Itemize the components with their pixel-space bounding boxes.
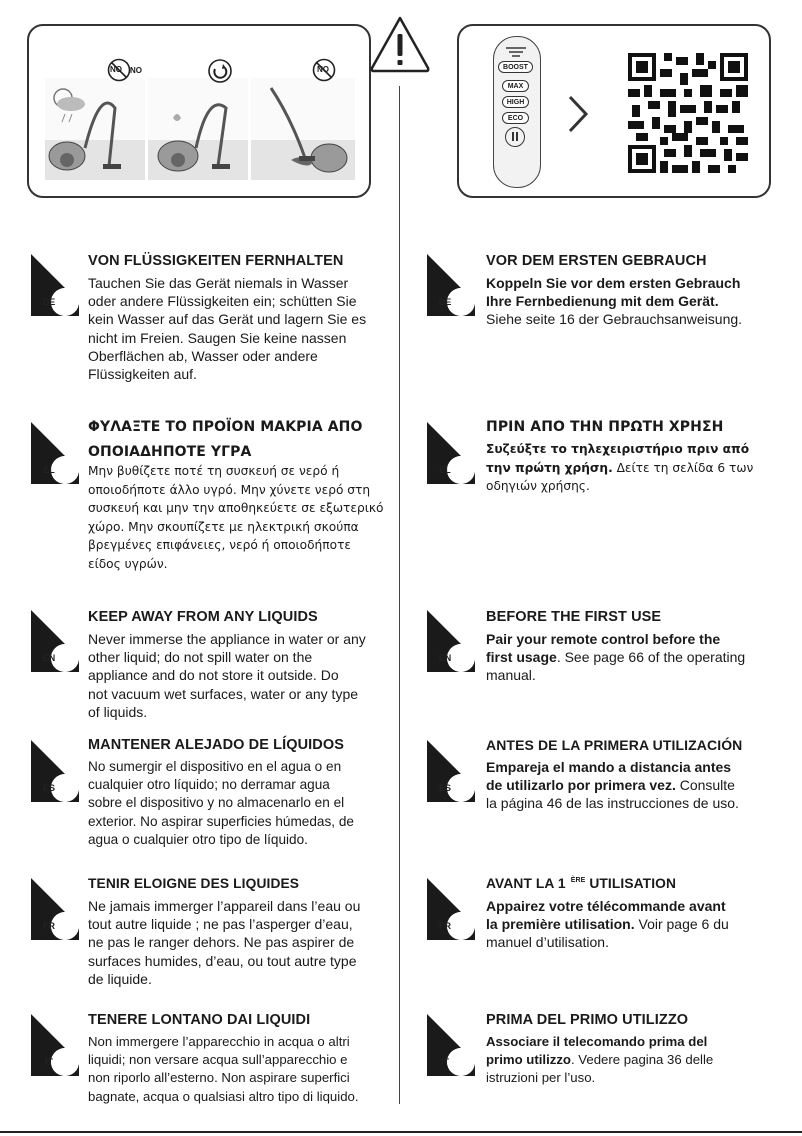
no-label: NO [110, 65, 122, 74]
section-body: Non immergere l’apparecchio in acqua o altri liquidi; non versare acqua sull’apparecchio e non riporlo all’esterno. Non aspirare superfici bagnate, acqua o qualsiasi altro tipo di liquido. [88, 1034, 359, 1104]
language-code: FR [439, 921, 451, 931]
page-bottom-rule [0, 1131, 802, 1133]
section-body: Συζεύξτε το τηλεχειριστήριο πριν από την πρώτη χρήση. Δείτε τη σελίδα 6 των οδηγιών χρήσης. [486, 442, 754, 494]
section-title: TENIR ELOIGNE DES LIQUIDES [88, 876, 300, 891]
vacuum-spill-illustration [148, 78, 248, 180]
section-title: PRIMA DEL PRIMO UTILIZZO [486, 1012, 689, 1028]
section-title: BEFORE THE FIRST USE [486, 609, 662, 625]
remote-high-button: HIGH [502, 96, 529, 108]
language-code: ES [42, 783, 55, 793]
language-tab-it [31, 1014, 79, 1076]
section-body: No sumergir el dispositivo en el agua o en cualquier otro líquido; no derramar agua sobre el dispositivo y no almacenarlo en el exterior. No aspirar superficies húmedas, de agua o cualquier otro tipo de líquido. [88, 759, 354, 847]
column-divider [399, 86, 400, 1104]
section-body: Pair your remote control before the first usage. See page 66 of the operating manual. [486, 631, 746, 684]
remote-signal-icon [504, 46, 528, 60]
language-tab-el [427, 422, 475, 484]
language-code: FR [43, 921, 55, 931]
language-tab-de [31, 254, 79, 316]
remote-power-icon [505, 127, 525, 147]
section-body: Μην βυθίζετε ποτέ τη συσκευή σε νερό ή οποιοδήποτε άλλο υγρό. Μην χύνετε νερό στη συσκευή και μην την αποθηκεύετε σε εξωτερικό χώρο. Μην σκουπίζετε με ηλεκτρική σκούπα βρεγμένες επιφάνειες, νερό ή οποιοδήποτε είδος υγρών. [88, 464, 384, 571]
no-label: NO [130, 66, 142, 75]
language-tab-fr [427, 878, 475, 940]
section-title: ΦΥΛΑΞΤΕ ΤΟ ΠΡΟΪΟΝ ΜΑΚΡΙΑ ΑΠΟ [88, 419, 363, 435]
language-code: EL [439, 465, 451, 475]
no-water-icon [207, 58, 233, 84]
language-code: EN [42, 653, 56, 663]
section-title: ΟΠΟΙΑΔΗΠΟΤΕ ΥΓΡΑ [88, 444, 252, 460]
section-title: ANTES DE LA PRIMERA UTILIZACIÓN [486, 737, 743, 753]
language-tab-fr [31, 878, 79, 940]
section-title: TENERE LONTANO DAI LIQUIDI [88, 1012, 311, 1028]
remote-eco-button: ECO [502, 112, 529, 124]
chevron-right-icon [566, 94, 590, 134]
illustration-wet-floor [251, 78, 355, 180]
no-label: NO [317, 65, 329, 74]
language-code: EL [43, 465, 55, 475]
language-code: ES [438, 783, 451, 793]
language-tab-de [427, 254, 475, 316]
illustration-spill [148, 78, 248, 180]
remote-boost-button: BOOST [498, 61, 533, 73]
language-tab-el [31, 422, 79, 484]
remote-max-button: MAX [502, 80, 529, 92]
section-title: VOR DEM ERSTEN GEBRAUCH [486, 253, 707, 269]
language-code: DE [42, 297, 56, 307]
section-body: Associare il telecomando prima del primo utilizzo. Vedere pagina 36 delle istruzioni per l’uso. [486, 1034, 714, 1086]
section-body: Empareja el mando a distancia antes de utilizarlo por primera vez. Consulte la página 46 de las instrucciones de uso. [486, 759, 739, 812]
section-body: Tauchen Sie das Gerät niemals in Wasser oder andere Flüssigkeiten ein; schütten Sie kein Wasser auf das Gerät und lagern Sie es nicht im Freien. Saugen Sie keine nassen Oberflächen ab, Wasser oder andere Flüssigkeiten auf. [88, 275, 367, 383]
no-rain-icon [107, 58, 131, 82]
illustration-panel-left [27, 24, 371, 198]
language-code: IT [45, 1057, 53, 1067]
qr-code-icon [628, 53, 748, 173]
section-title: VON FLÜSSIGKEITEN FERNHALTEN [88, 253, 344, 269]
language-tab-it [427, 1014, 475, 1076]
language-code: DE [438, 297, 452, 307]
section-body: Koppeln Sie vor dem ersten Gebrauch Ihre Fernbedienung mit dem Gerät. Siehe seite 16 der Gebrauchsanweisung. [486, 275, 743, 328]
section-title: ΠΡΙΝ ΑΠΟ ΤΗΝ ΠΡΩΤΗ ΧΡΗΣΗ [486, 419, 724, 435]
section-body: Never immerse the appliance in water or any other liquid; do not spill water on the appliance and do not store it outside. Do not vacuum wet surfaces, water or any type of liquids. [88, 631, 366, 720]
section-body: Ne jamais immerger l’appareil dans l’eau ou tout autre liquide ; ne pas l’asperger d’eau, ne pas le ranger dehors. Ne pas aspirer de surfaces humides, d’eau, ou tout autre type de liquide. [88, 898, 361, 987]
illustration-rain [45, 78, 145, 180]
language-code: IT [441, 1057, 449, 1067]
vacuum-wet-floor-illustration [251, 78, 355, 180]
warning-icon [368, 14, 432, 74]
vacuum-in-rain-illustration [45, 78, 145, 180]
language-code: EN [438, 653, 452, 663]
language-tab-es [31, 740, 79, 802]
section-title: AVANT LA 1 $^{ÈRE}$ UTILISATION [486, 876, 677, 891]
no-liquid-icon [312, 58, 336, 82]
language-tab-en [31, 610, 79, 672]
section-title: KEEP AWAY FROM ANY LIQUIDS [88, 609, 318, 625]
section-body: Appairez votre télécommande avant la première utilisation. Voir page 6 du manuel d’utilisation. [486, 898, 729, 951]
section-title: MANTENER ALEJADO DE LÍQUIDOS [88, 737, 345, 753]
language-tab-es [427, 740, 475, 802]
language-tab-en [427, 610, 475, 672]
